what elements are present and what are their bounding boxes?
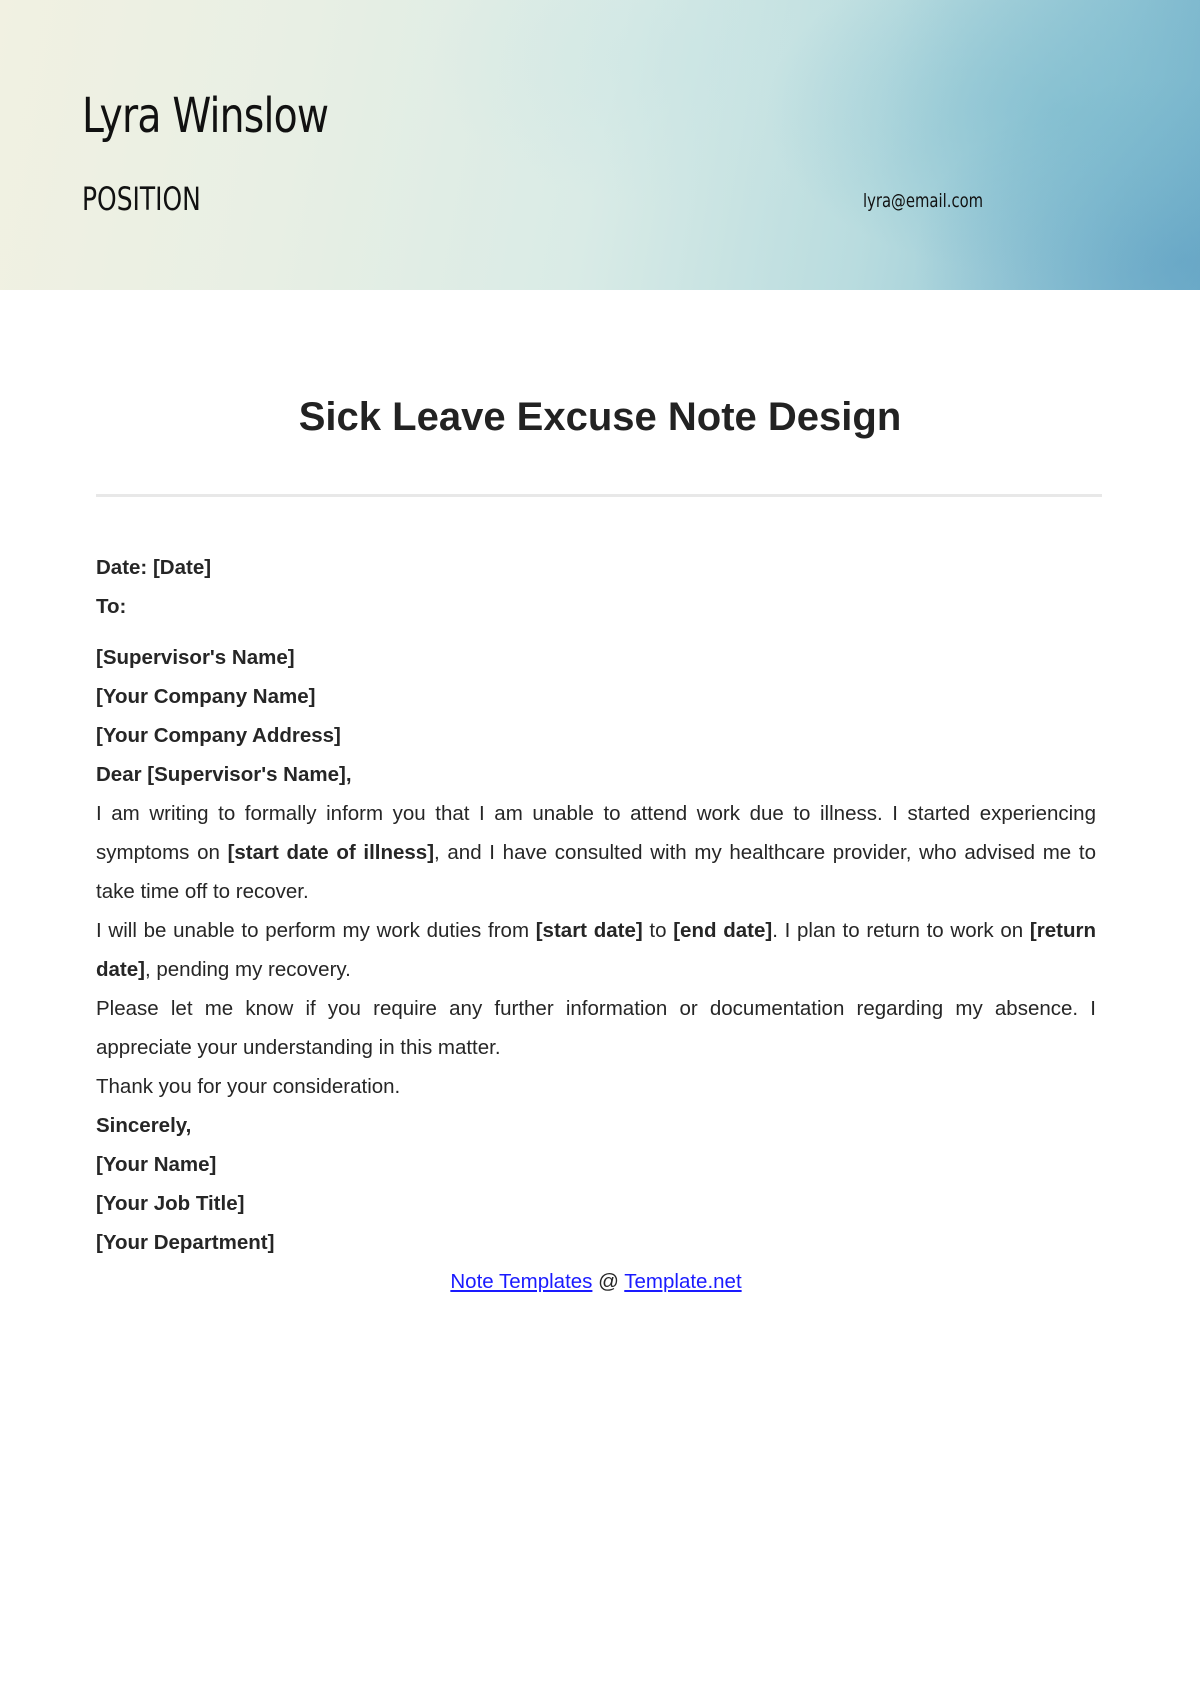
template-net-link[interactable]: Template.net — [624, 1270, 742, 1293]
closing: Sincerely, — [96, 1114, 192, 1137]
recipient-company: [Your Company Name] — [96, 685, 316, 708]
date-line: Date: [Date] — [96, 556, 212, 579]
leave-end-date: [end date] — [673, 919, 773, 942]
recipient-address: [Your Company Address] — [96, 724, 341, 747]
letter-body — [96, 548, 1096, 1301]
sender-email: lyra@email.com — [863, 190, 984, 212]
recipient-supervisor: [Supervisor's Name] — [96, 646, 295, 669]
title-divider — [96, 494, 1102, 497]
paragraph-thanks: Thank you for your consideration. — [96, 1075, 401, 1098]
note-templates-link[interactable]: Note Templates — [450, 1270, 593, 1293]
paragraph-request: Please let me know if you require any further information or documentation regarding my absence. I appreciate your understanding in this matter. — [96, 997, 1096, 1059]
leave-start-date: [start date] — [535, 919, 643, 942]
illness-start-date: [start date of illness] — [227, 841, 435, 864]
signature-name: [Your Name] — [96, 1153, 217, 1176]
sender-name: Lyra Winslow — [82, 88, 329, 144]
sender-position: POSITION — [82, 180, 201, 218]
paragraph-illness: I am writing to formally inform you that I am unable to attend work due to illness. I started experiencing symptoms on [start date of illness], and I have consulted with my healthcare provider, who advised me to take time off to recover. — [96, 802, 1096, 903]
signature-department: [Your Department] — [96, 1231, 275, 1254]
paragraph-dates: I will be unable to perform my work duties from [start date] to [end date]. I plan to return to work on [return date], pending my recovery. — [96, 919, 1096, 981]
return-date: [return date] — [96, 919, 1096, 981]
salutation: Dear [Supervisor's Name], — [96, 763, 352, 786]
footer-credit — [96, 1262, 1096, 1301]
to-line: To: — [96, 595, 127, 618]
footer-separator: @ — [598, 1270, 619, 1293]
signature-job-title: [Your Job Title] — [96, 1192, 245, 1215]
header-banner — [0, 0, 1200, 290]
page-title: Sick Leave Excuse Note Design — [298, 395, 902, 439]
